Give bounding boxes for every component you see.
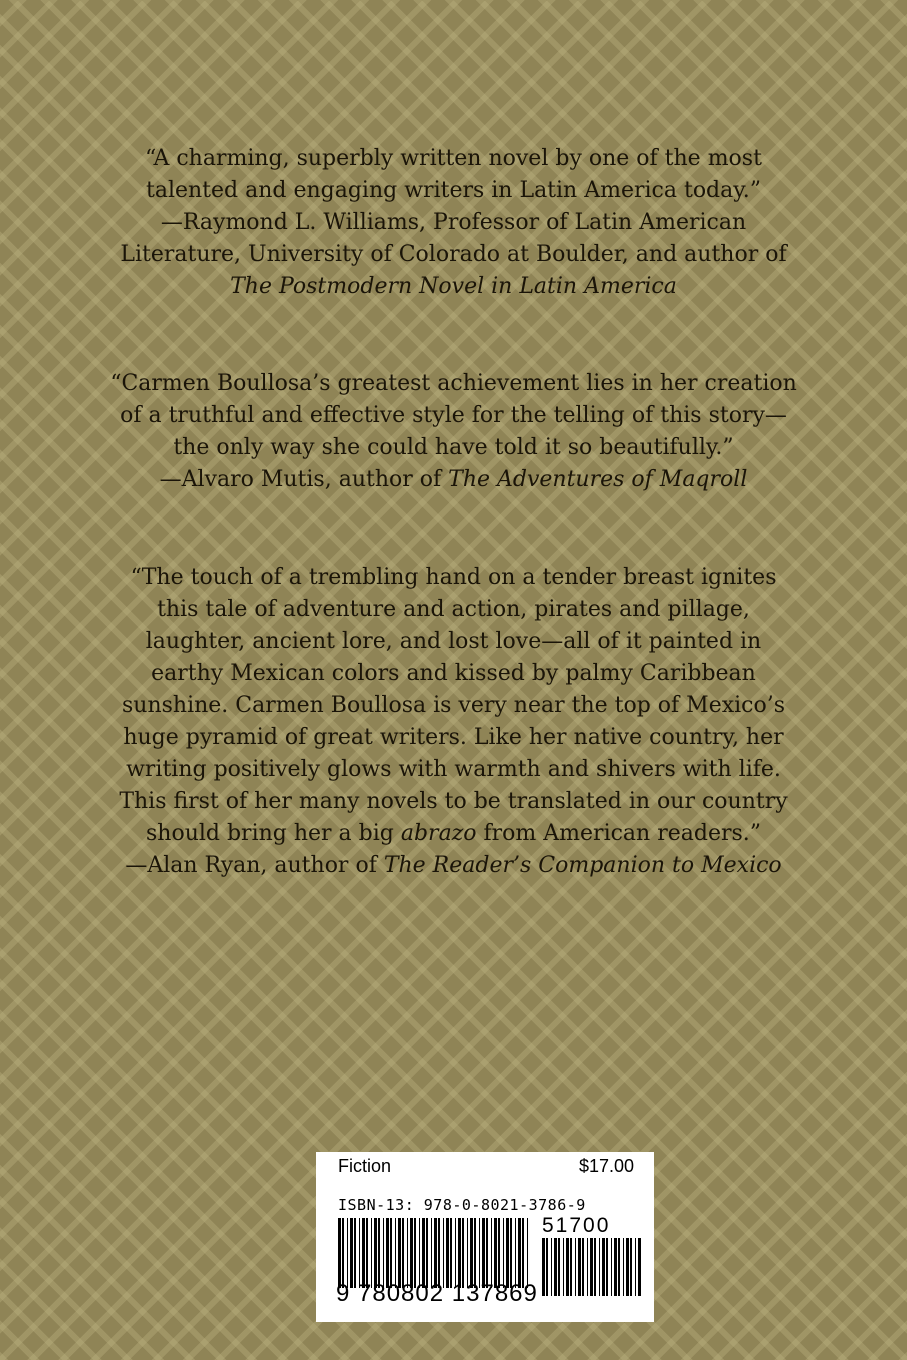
barcode-supplement-digits: 51700 bbox=[542, 1214, 611, 1237]
blurb-williams bbox=[80, 143, 827, 303]
blurb-line: this tale of adventure and action, pirates and pillage, bbox=[157, 597, 750, 622]
blurb-ryan bbox=[80, 562, 827, 882]
barcode-box bbox=[316, 1152, 654, 1322]
blurb-line: earthy Mexican colors and kissed by palmy Caribbean bbox=[151, 661, 756, 686]
blurb-book-title: The Postmodern Novel in Latin America bbox=[230, 274, 677, 299]
blurb-line: laughter, ancient lore, and lost love—all of it painted in bbox=[145, 629, 762, 654]
blurb-line: talented and engaging writers in Latin America today.” bbox=[145, 178, 762, 203]
blurb-line: the only way she could have told it so beautifully.” bbox=[173, 435, 734, 460]
blurb-line: huge pyramid of great writers. Like her native country, her bbox=[123, 725, 784, 750]
blurb-line: sunshine. Carmen Boullosa is very near the top of Mexico’s bbox=[121, 693, 786, 718]
blurb-line: “A charming, superbly written novel by one of the most bbox=[145, 146, 762, 171]
blurb-line: —Raymond L. Williams, Professor of Latin American bbox=[160, 210, 747, 235]
blurb-line: should bring her a big abrazo from American readers.” bbox=[145, 821, 762, 846]
barcode-digits: 9 780802 137869 bbox=[336, 1280, 538, 1307]
price-label: $17.00 bbox=[578, 1156, 634, 1176]
barcode-supplement bbox=[542, 1238, 642, 1296]
blurb-line: writing positively glows with warmth and shivers with life. bbox=[126, 757, 781, 782]
blurb-line: Literature, University of Colorado at Boulder, and author of bbox=[120, 242, 787, 267]
blurb-attribution: —Alvaro Mutis, author of The Adventures of Maqroll bbox=[159, 467, 748, 492]
category-label: Fiction bbox=[338, 1156, 392, 1176]
blurb-line: “The touch of a trembling hand on a tender breast ignites bbox=[130, 565, 777, 590]
blurb-line: “Carmen Boullosa’s greatest achievement lies in her creation bbox=[110, 371, 797, 396]
blurb-line: of a truthful and effective style for the telling of this story— bbox=[120, 403, 787, 428]
barcode-ean bbox=[338, 1218, 532, 1288]
blurb-line: This first of her many novels to be translated in our country bbox=[119, 789, 788, 814]
blurb-mutis bbox=[80, 368, 827, 496]
blurb-attribution: —Alan Ryan, author of The Reader’s Companion to Mexico bbox=[125, 853, 782, 878]
isbn-label: ISBN-13: 978-0-8021-3786-9 bbox=[338, 1196, 586, 1214]
